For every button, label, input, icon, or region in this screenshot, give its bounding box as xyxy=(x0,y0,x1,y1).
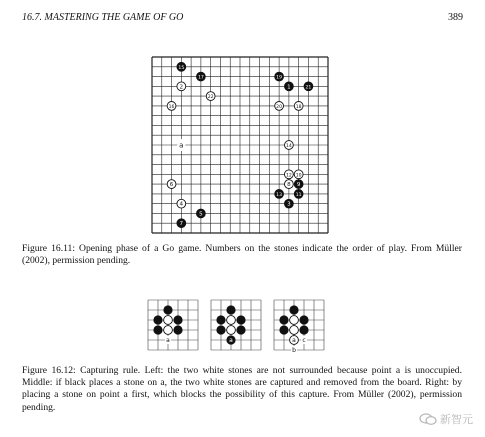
white-stone xyxy=(227,316,236,325)
black-stone xyxy=(299,325,308,334)
black-stone xyxy=(153,315,162,324)
black-stone xyxy=(299,315,308,324)
move-number: 18 xyxy=(295,104,302,110)
white-stone xyxy=(164,326,173,335)
black-stone xyxy=(236,315,245,324)
wechat-icon xyxy=(419,413,437,425)
white-stone xyxy=(290,326,299,335)
move-number: 22 xyxy=(207,95,214,101)
go-board xyxy=(150,55,330,235)
black-stone xyxy=(226,305,235,314)
black-stone xyxy=(163,305,172,314)
point-label: a xyxy=(292,337,296,345)
move-number: 2 xyxy=(179,84,184,91)
point-label-a: a xyxy=(179,141,184,150)
black-stone xyxy=(216,315,225,324)
white-stone xyxy=(164,316,173,325)
figure-16-11-caption: Figure 16.11: Opening phase of a Go game. Numbers on the stones indicate the order of play. From Müller (2002), permission pending. xyxy=(22,243,462,267)
move-number: 19 xyxy=(276,75,283,81)
watermark xyxy=(419,411,473,427)
move-number: 21 xyxy=(305,85,312,91)
point-label: b xyxy=(292,347,296,355)
point-label: a xyxy=(166,337,170,345)
capture-diagram-middle xyxy=(208,297,268,357)
white-stone xyxy=(227,326,236,335)
white-stone xyxy=(290,316,299,325)
black-stone xyxy=(279,325,288,334)
black-stone xyxy=(216,325,225,334)
black-stone xyxy=(173,325,182,334)
move-number: 8 xyxy=(287,182,291,189)
figure-16-12-caption: Figure 16.12: Capturing rule. Left: the two white stones are not surrounded because point a is unoccupied. Middle: if black places a stone on a, the two white stones are captured and removed from the board. Right: by placing a stone on point a first, which blocks the possibility of this capture. From Müller (2002), permission pending. xyxy=(22,365,462,413)
page-number: 389 xyxy=(448,12,463,23)
black-stone xyxy=(173,315,182,324)
black-stone xyxy=(236,325,245,334)
move-number: 15 xyxy=(178,65,185,71)
move-number: 9 xyxy=(296,182,301,189)
page-header xyxy=(22,12,463,26)
point-label: a xyxy=(229,337,233,345)
move-number: 3 xyxy=(287,201,291,208)
move-number: 20 xyxy=(276,104,283,110)
move-number: 10 xyxy=(295,173,302,179)
move-number: 4 xyxy=(179,201,184,208)
move-number: 16 xyxy=(168,104,175,110)
watermark-text: 新智元 xyxy=(440,413,473,426)
capture-diagram-right xyxy=(271,297,331,357)
capture-diagram-left xyxy=(145,297,205,357)
move-number: 17 xyxy=(197,75,204,81)
section-title: 16.7. MASTERING THE GAME OF GO xyxy=(22,12,184,23)
point-label: c xyxy=(302,337,306,345)
move-number: 12 xyxy=(285,173,292,179)
move-number: 11 xyxy=(295,192,302,198)
move-number: 13 xyxy=(276,192,283,198)
move-number: 1 xyxy=(287,84,291,91)
black-stone xyxy=(289,305,298,314)
move-number: 14 xyxy=(285,144,292,149)
black-stone xyxy=(279,315,288,324)
move-number: 5 xyxy=(199,211,203,218)
move-number: 6 xyxy=(169,182,174,189)
black-stone xyxy=(153,325,162,334)
move-number: 7 xyxy=(179,221,184,228)
